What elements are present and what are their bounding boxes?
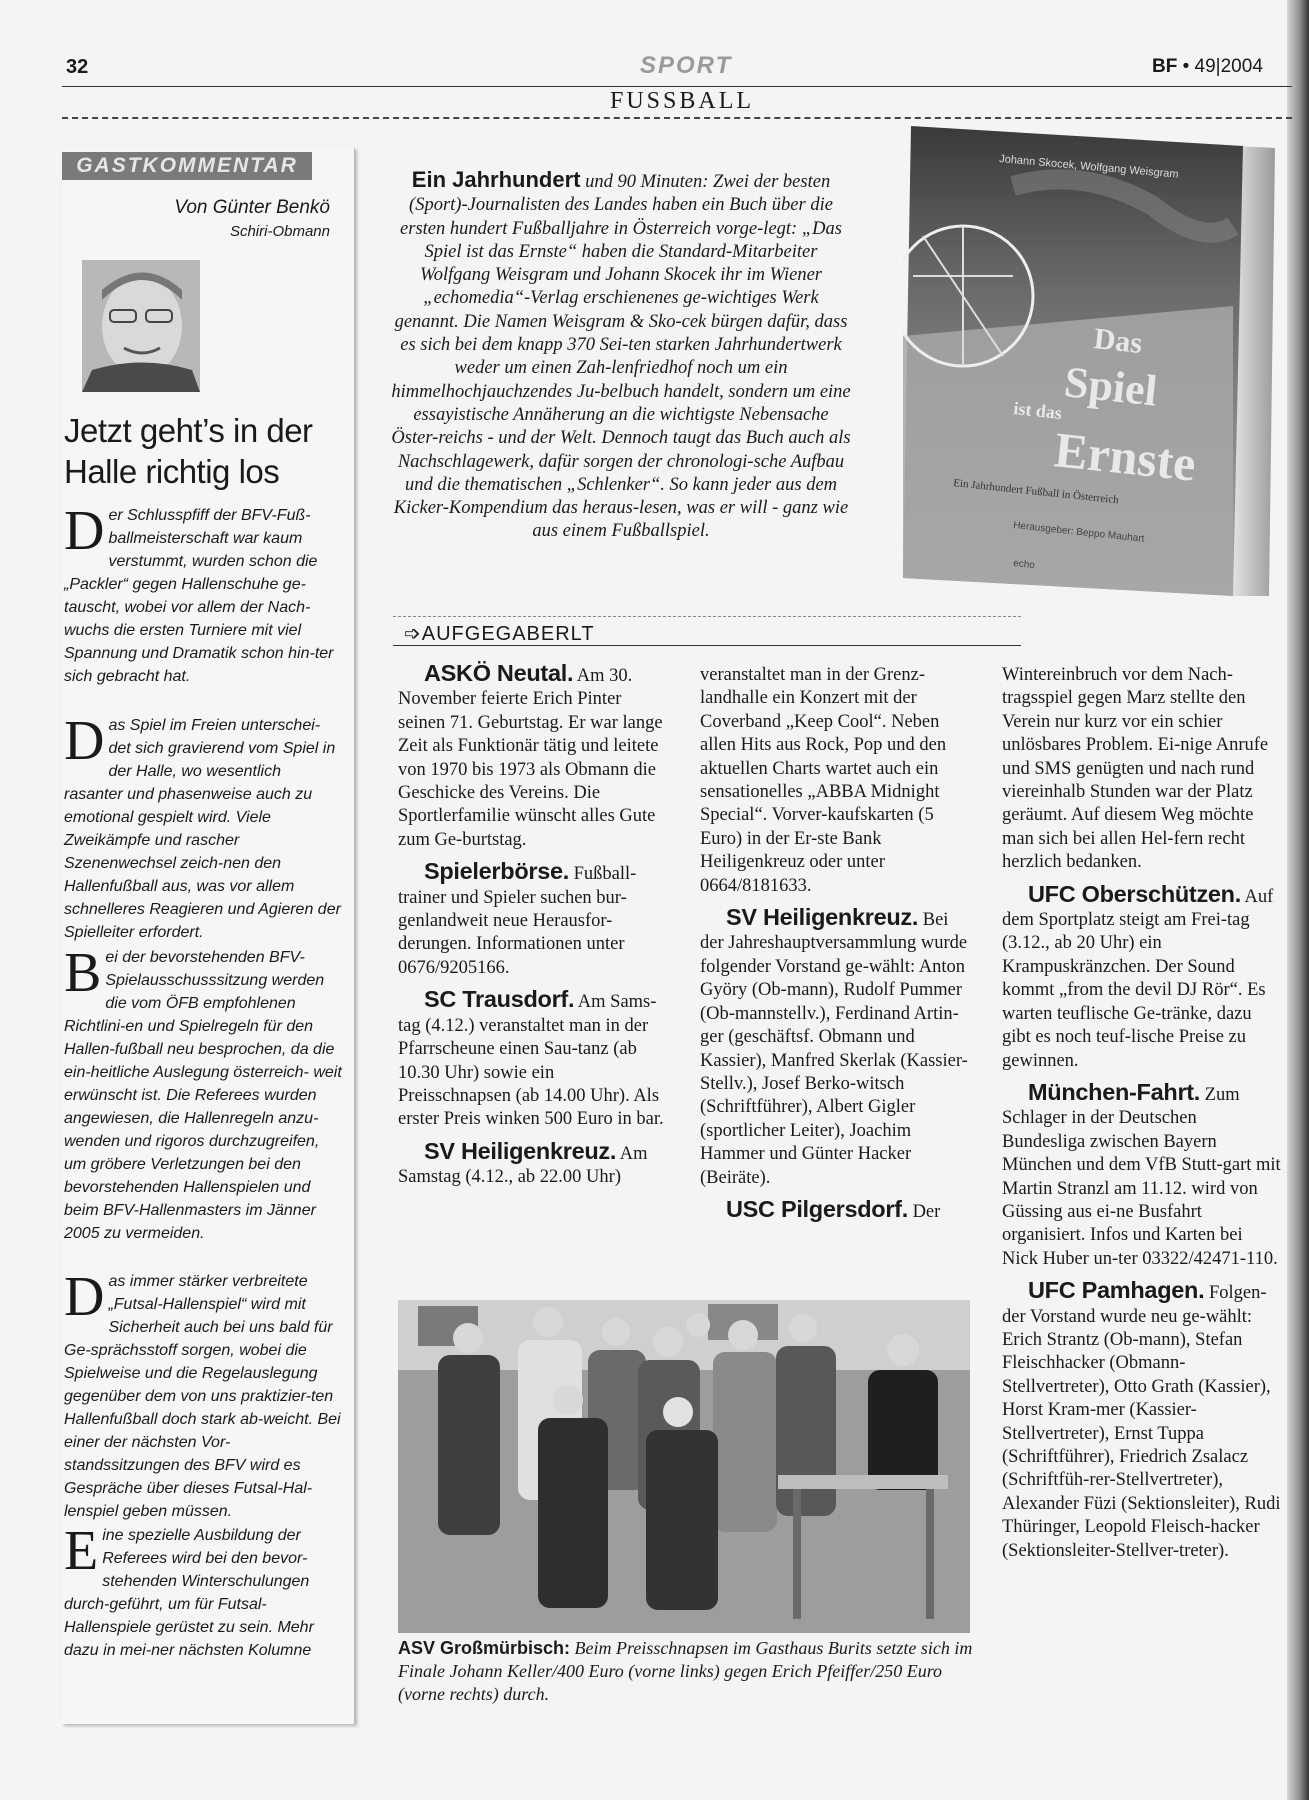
news-item xyxy=(1002,1078,1282,1271)
header-dashed-rule xyxy=(62,117,1292,119)
aufgegaberlt-label: AUFGEGABERLT xyxy=(421,623,595,645)
news-item-text: Am 30. November feierte Erich Pinter seinen 71. Geburtstag. Er war lange Zeit als Funktionär tätig und leitete von 1970 bis 1973 als Obmann die Geschicke des Vereins. Die Sportlerfamilie wünscht alles Gute zum Ge-burtstag. xyxy=(398,666,663,850)
caption-club: ASV Großmürbisch: xyxy=(398,1638,571,1658)
news-item-title: Spielerbörse. xyxy=(424,858,569,885)
news-item xyxy=(1002,664,1282,875)
aufgegaberlt-rule xyxy=(393,645,1021,646)
news-item-text: Am Sams-tag (4.12.) veranstaltet man in der Pfarrscheune einen Sau-tanz (ab 10.30 Uhr) sowie ein Preisschnapsen (ab 14.00 Uhr). Als erster Preis winken 500 Euro in bar. xyxy=(398,992,664,1130)
section-title: SPORT xyxy=(640,52,733,79)
book-editor: Herausgeber: Beppo Mauhart xyxy=(1012,520,1145,545)
news-item xyxy=(700,1195,972,1224)
caption-text: Beim Preisschnapsen im Gasthaus Burits setzte sich im Finale Johann Keller/400 Euro (vorne links) gegen Erich Pfeiffer/250 Euro (vorne rechts) durch. xyxy=(398,1638,973,1704)
news-item xyxy=(398,1137,670,1190)
news-item-text: Wintereinbruch vor dem Nach-tragsspiel gegen Marz stellte den Verein nur kurz vor ein schier unlösbares Problem. Ei-nige Anrufe und SMS genügten und nach rund viereinhalb Stunden war der Platz geräumt. Auf diesem Weg möchte man sich bei allen Hel-fern recht herzlich bedanken. xyxy=(1002,665,1269,873)
publication-issue: BF • 49|2004 xyxy=(1152,56,1263,77)
book-authors: Johann Skocek, Wolfgang Weisgram xyxy=(998,153,1180,181)
news-item-title: ASKÖ Neutal. xyxy=(424,660,574,686)
paragraph-text: ine spezielle Ausbildung der Referees wird bei den bevor-stehenden Winterschulungen durch-geführt, um für Futsal-Hallenspiele gerüstet zu sein. Mehr dazu in mei-ner nächsten Kolumne xyxy=(64,1527,314,1659)
aufgegaberlt-header xyxy=(404,621,595,646)
news-item-text: veranstaltet man in der Grenz-landhalle ein Konzert mit der Coverband „Keep Cool“. Neben allen Hits aus Rock, Pop und den aktuellen Charts wartet auch ein sensationelles „ABBA Midnight Special“. Vorver-kaufskarten (5 Euro) in der Er-ste Bank Heiligenkreuz oder unter 0664/8181633. xyxy=(700,665,947,896)
commentary-paragraph-2 xyxy=(64,710,342,944)
author-portrait xyxy=(82,260,200,392)
subsection-title: FUSSBALL xyxy=(610,88,755,114)
book-cover-image xyxy=(903,126,1275,596)
commentary-paragraph-3 xyxy=(64,942,342,1245)
news-item xyxy=(398,860,670,980)
team-group-photo xyxy=(398,1300,970,1633)
headline-line-1: Jetzt geht’s in der xyxy=(64,412,313,449)
news-item-title: UFC Pamhagen. xyxy=(1028,1277,1205,1304)
news-item-title: SV Heiligenkreuz. xyxy=(424,1137,617,1164)
publication-name: BF xyxy=(1152,56,1178,77)
news-item-title: USC Pilgersdorf. xyxy=(726,1195,908,1222)
news-item-text: Auf dem Sportplatz steigt am Frei-tag (3.12., ab 20 Uhr) ein Krampuskränzchen. Der Sound kommt „from the devil DJ Rör“. Es warten teuflische Ge-tränke, dazu gibt es noch teuf-lische Preise zu gewinnen. xyxy=(1002,886,1274,1071)
news-column-3 xyxy=(1002,664,1282,1563)
news-item xyxy=(700,664,972,898)
news-item-text: Zum Schlager in der Deutschen Bundesliga zwischen Bayern München und dem VfB Stutt-gart mit Martin Stranzl am 11.12. wird von Güssing aus ei-ne Busfahrt organisiert. Infos und Karten bei Nick Huber un-ter 03322/42471-110. xyxy=(1002,1084,1281,1269)
news-item-text: Folgen-der Vorstand wurde neu ge-wählt: Erich Strantz (Ob-mann), Stefan Fleischhacker (Obmann-Stellvertreter), Otto Grath (Kassier), Horst Kram-mer (Kassier-Stellvertreter), Ernst Tuppa (Schriftführer), Friedrich Zsalacz (Schriftfüh-rer-Stellvertreter), Alexander Füzi (Sektionsleiter), Rudi Thüringer, Leopold Fleisch-hacker (Sektionsleiter-Stellver-treter). xyxy=(1002,1283,1281,1561)
news-item-text: Bei der Jahreshauptversammlung wurde folgender Vorstand ge-wählt: Anton Györy (Ob-mann), Rudolf Pummer (Ob-mannstellv.), Ferdinand Artin-ger (geschäftsf. Obmann und Kassier), Manfred Skerlak (Kassier-Stellv.), Josef Berko-witsch (Schriftführer), Albert Gigler (sportlicher Leiter), Joachim Hammer und Günter Hacker (Beiräte). xyxy=(700,910,968,1188)
drop-cap: B xyxy=(64,942,102,1004)
commentary-headline xyxy=(64,410,334,492)
paragraph-text: as immer stärker verbreitete „Futsal-Hallenspiel“ wird mit Sicherheit auch bei uns bald für Ge-sprächsstoff sorgen, wobei die Spielweise und die Regelauslegung gegenüber dem von uns praktizier-ten Hallenfußball doch stark ab-weicht. Bei einer der nächsten Vor-standssitzungen des BFV wird es Gespräche über dieses Futsal-Hal-lenspiel geben müssen. xyxy=(64,1273,341,1520)
page-edge xyxy=(1287,0,1309,1800)
guest-commentary-column xyxy=(62,148,355,1724)
paragraph-text: ei der bevorstehenden BFV-Spielausschusssitzung werden die vom ÖFB empfohlenen Richtlini-en und Spielregeln für den Hallen-fußball neu besprochen, da die ein-heitliche Auslegung österreich- weit erwünscht ist. Die Referees wurden angewiesen, die Hallenregeln anzu-wenden und rigoros durchzugreifen, um gröbere Verletzungen bei den bevorstehenden Hallenspielen und beim BFV-Hallenmasters im Jänner 2005 zu vermeiden. xyxy=(64,949,342,1242)
news-item-title: UFC Oberschützen. xyxy=(1028,880,1241,907)
drop-cap: E xyxy=(64,1520,99,1582)
guest-commentary-label: GASTKOMMENTAR xyxy=(62,152,312,180)
book-title-line-2: Spiel xyxy=(1061,357,1160,416)
news-item-title: SC Trausdorf. xyxy=(424,986,575,1013)
news-column-2 xyxy=(700,664,972,1224)
news-item xyxy=(398,662,670,852)
book-title-line-1: Das xyxy=(1092,322,1144,361)
drop-cap: D xyxy=(64,500,105,562)
commentary-paragraph-4 xyxy=(64,1266,342,1523)
news-item xyxy=(398,988,670,1131)
paragraph-text: as Spiel im Freien unterschei-det sich gravierend vom Spiel in der Halle, wo wesentlich rasanter und phasenweise auch zu emotional gespielt wird. Viele Zweikämpfe und rascher Szenenwechsel zeich-nen den Hallenfußball aus, was vor allem schnelleres Reagieren und Agieren der Spielleiter erfordert. xyxy=(64,717,341,941)
author-role: Schiri-Obmann xyxy=(229,223,330,240)
issue-number: 49|2004 xyxy=(1194,56,1263,77)
author-byline xyxy=(174,196,330,244)
news-item-text: Der xyxy=(907,1201,941,1222)
intro-lead: Ein Jahrhundert xyxy=(411,167,581,192)
book-intro xyxy=(390,168,852,544)
drop-cap: D xyxy=(64,1266,105,1328)
news-item-title: SV Heiligenkreuz. xyxy=(726,904,919,931)
book-title-line-4: Ernste xyxy=(1051,421,1199,492)
drop-cap: D xyxy=(64,710,105,772)
page-number: 32 xyxy=(66,56,89,78)
commentary-paragraph-5 xyxy=(64,1520,342,1662)
news-item-title: München-Fahrt. xyxy=(1028,1078,1201,1105)
intro-text: und 90 Minuten: Zwei der besten (Sport)-Journalisten des Landes haben ein Buch über die ersten hundert Fußballjahre in Österreich vorge-legt: „Das Spiel ist das Ernste“ haben die Standard-Mitarbeiter Wolfgang Weisgram und Johann Skocek ihr im Wiener „echomedia“-Verlag erschienenes ge-wichtiges Werk genannt. Die Namen Weisgram & Sko-cek bürgen dafür, dass es sich bei dem knapp 370 Sei-ten starken Jahrhundertwerk weder um einen Zah-lenfriedhof noch um ein himmelhochjauchzendes Ju-belbuch handelt, sondern um eine essayistische Annäherung an die wichtigste Nebensache Öster-reichs - und der Welt. Dennoch taugt das Buch auch als Nachschlagewerk, dafür sorgen der chronologi-sche Aufbau und die thematischen „Schlenker“. So kann jeder aus dem Kicker-Kompendium das heraus-lesen, was er will - ganz wie aus einem Fußballspiel. xyxy=(391,172,851,542)
commentary-paragraph-1 xyxy=(64,500,342,688)
news-item-text: Fußball-trainer und Spieler suchen bur-genlandweit neue Herausfor-derungen. Informationen unter 0676/9205166. xyxy=(398,864,637,978)
paragraph-text: er Schlusspfiff der BFV-Fuß-ballmeisterschaft war kaum verstummt, wurden schon die „Packler“ gegen Hallenschuhe ge-tauscht, wobei vor allem der Nach-wuchs die ersten Turniere mit viel Spannung und Dramatik schon hin-ter sich gebracht hat. xyxy=(64,507,334,685)
headline-line-2: Halle richtig los xyxy=(64,453,280,490)
news-column-1 xyxy=(398,662,670,1190)
aufgegaberlt-dashed-rule xyxy=(393,616,1021,617)
book-title-line-3: ist das xyxy=(1012,398,1063,424)
author-name: Von Günter Benkö xyxy=(174,197,330,218)
book-subtitle: Ein Jahrhundert Fußball in Österreich xyxy=(952,477,1120,507)
book-publisher: echo xyxy=(1012,558,1036,572)
news-item xyxy=(1002,1279,1282,1563)
news-item-text: Am Samstag (4.12., ab 22.00 Uhr) xyxy=(398,1143,648,1188)
header-rule xyxy=(62,86,1292,87)
arrow-icon: ➩ xyxy=(404,623,422,645)
news-item xyxy=(700,906,972,1190)
photo-caption xyxy=(398,1637,978,1706)
news-item xyxy=(1002,880,1282,1073)
